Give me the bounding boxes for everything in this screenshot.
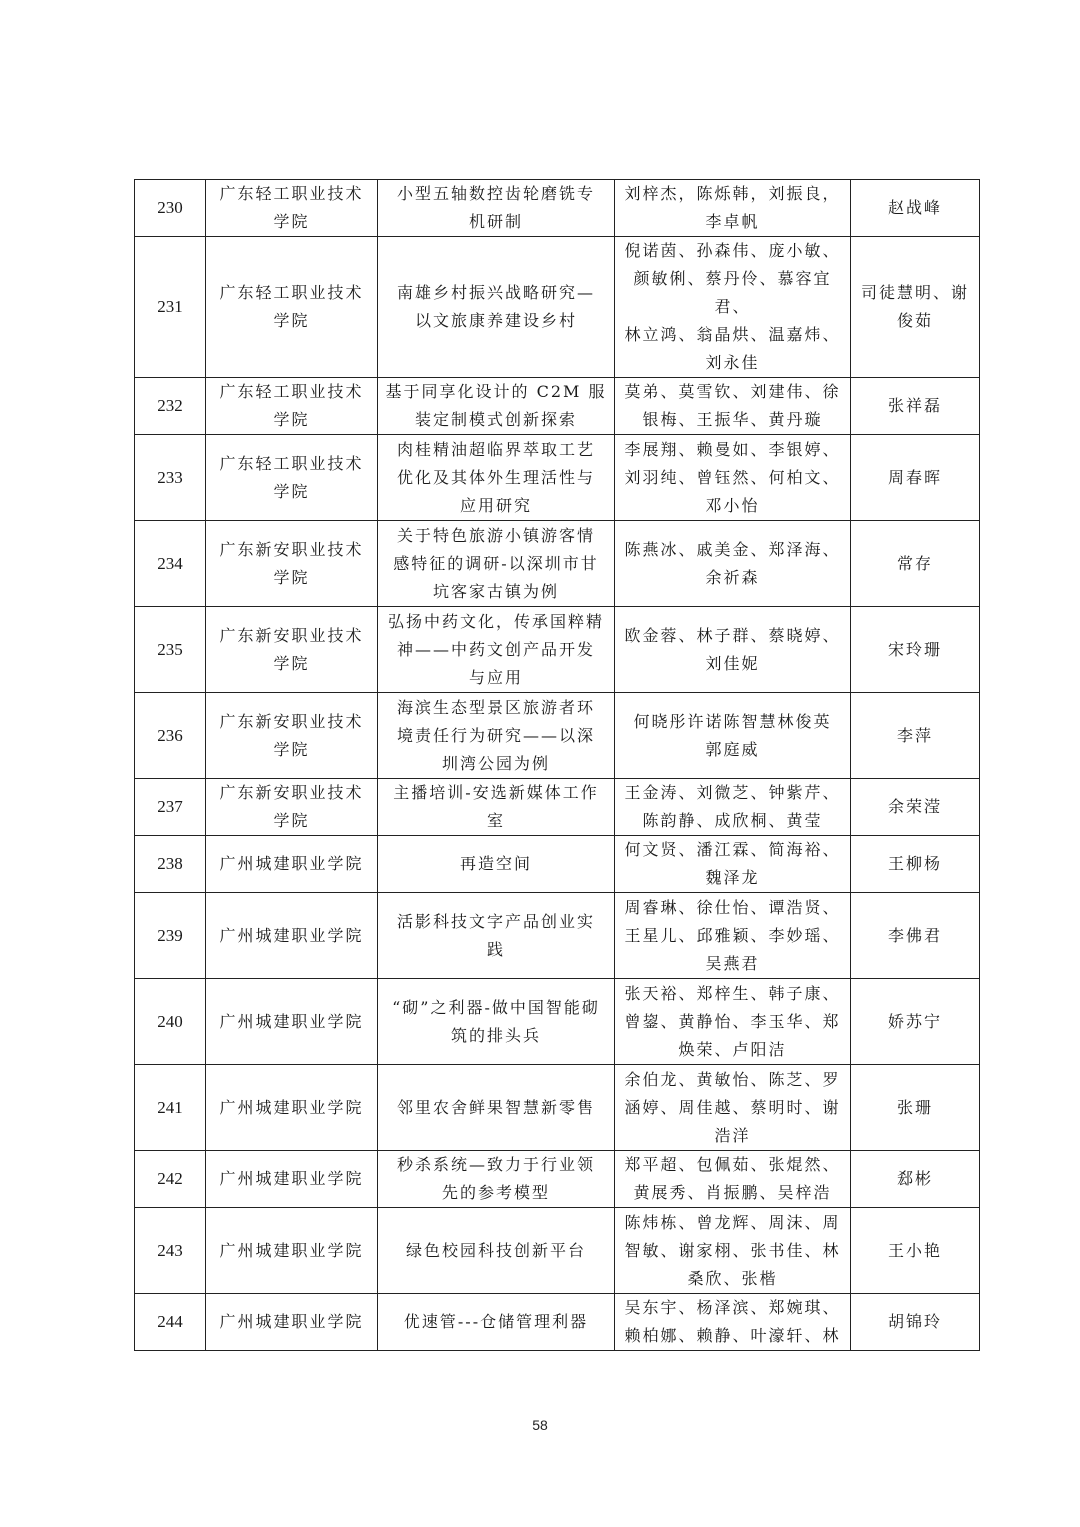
project-title-line: 筑的排头兵: [450, 1025, 541, 1045]
members-line: 黄展秀、肖振鹏、吴梓浩: [633, 1183, 832, 1202]
project-title-line: 应用研究: [459, 495, 532, 515]
school-line: 学院: [273, 481, 310, 501]
school-line: 学院: [273, 567, 310, 587]
members-cell: [615, 1294, 851, 1351]
school-cell: [206, 521, 378, 607]
school-line: 广东轻工职业技术: [219, 382, 364, 401]
school-line: 广东轻工职业技术: [219, 453, 364, 473]
row-number-cell: 235: [135, 607, 206, 693]
school-line: 学院: [273, 212, 310, 231]
school-cell: [206, 607, 378, 693]
project-title-line: 邻里农舍鲜果智慧新零售: [396, 1097, 595, 1117]
school-line: 广州城建职业学院: [219, 1240, 364, 1260]
project-title-line: 弘扬中药文化，传承国粹精: [387, 611, 604, 631]
row-number-cell: 237: [135, 779, 206, 836]
members-line: 何文贤、潘江霖、简海裕、: [624, 840, 841, 859]
project-title-cell: [378, 1151, 615, 1208]
project-title-line: 活影科技文字产品创业实: [396, 911, 595, 931]
members-line: 陈韵静、成欣桐、黄莹: [642, 811, 823, 830]
project-title-cell: [378, 1294, 615, 1351]
members-line: 周睿琳、徐仕怡、谭浩贤、: [624, 897, 841, 917]
school-line: 广东轻工职业技术: [219, 184, 364, 203]
members-line: 智敏、谢家栩、张书佳、林: [624, 1240, 841, 1260]
project-title-line: 南雄乡村振兴战略研究—: [396, 283, 595, 302]
project-title-line: 圳湾公园为例: [441, 753, 550, 773]
school-line: 学院: [273, 410, 310, 429]
table-row: [135, 693, 980, 779]
table-row: [135, 836, 980, 893]
project-table: [134, 179, 980, 1351]
row-number-cell: 239: [135, 893, 206, 979]
school-line: 广州城建职业学院: [219, 1097, 364, 1117]
advisor-cell: 余荣滢: [851, 779, 980, 836]
project-title-line: 优化及其体外生理活性与: [396, 467, 595, 487]
advisor-cell: 胡锦玲: [851, 1294, 980, 1351]
row-number-cell: 236: [135, 693, 206, 779]
school-cell: [206, 435, 378, 521]
project-title-cell: [378, 435, 615, 521]
table-body: [135, 180, 980, 1351]
row-number-cell: 232: [135, 378, 206, 435]
table-row: [135, 378, 980, 435]
members-cell: [615, 180, 851, 237]
table-row: [135, 1208, 980, 1294]
members-line: 邓小怡: [705, 495, 760, 515]
advisor-cell: 李佛君: [851, 893, 980, 979]
members-line: 倪诺茵、孙森伟、庞小敏、: [624, 241, 841, 260]
members-line: 赖柏娜、赖静、叶濠轩、林: [624, 1326, 841, 1345]
project-title-line: 基于同享化设计的 C2M 服: [385, 382, 607, 401]
members-cell: [615, 979, 851, 1065]
project-title-cell: [378, 607, 615, 693]
school-cell: [206, 1294, 378, 1351]
members-line: 桑欣、张楷: [687, 1268, 778, 1288]
school-line: 广州城建职业学院: [219, 1169, 364, 1188]
project-title-line: 机研制: [468, 212, 523, 231]
advisor-cell: 宋玲珊: [851, 607, 980, 693]
members-cell: [615, 237, 851, 378]
members-line: 颜敏俐、蔡丹伶、慕容宜君、: [633, 269, 832, 316]
members-cell: [615, 1208, 851, 1294]
project-title-line: 优速管---仓储管理利器: [403, 1312, 589, 1331]
row-number-cell: 240: [135, 979, 206, 1065]
school-cell: [206, 1208, 378, 1294]
project-title-line: 感特征的调研-以深圳市甘: [393, 553, 599, 573]
project-title-cell: [378, 979, 615, 1065]
members-cell: [615, 893, 851, 979]
members-line: 李卓帆: [705, 212, 760, 231]
table-row: [135, 979, 980, 1065]
table-row: [135, 1294, 980, 1351]
members-cell: [615, 1151, 851, 1208]
school-line: 学院: [273, 739, 310, 759]
members-line: 何晓彤许诺陈智慧林俊英: [633, 711, 832, 731]
table-row: [135, 893, 980, 979]
school-line: 学院: [273, 811, 310, 830]
project-title-cell: [378, 1065, 615, 1151]
members-cell: [615, 836, 851, 893]
row-number-cell: 233: [135, 435, 206, 521]
members-line: 吴东宇、杨泽滨、郑婉琪、: [624, 1298, 841, 1317]
advisor-cell: 郄彬: [851, 1151, 980, 1208]
members-line: 余祈森: [705, 567, 760, 587]
members-line: 王金涛、刘微芝、钟紫芹、: [624, 783, 841, 802]
members-line: 曾鋆、黄静怡、李玉华、郑: [624, 1011, 841, 1031]
table-row: [135, 237, 980, 378]
project-title-line: 小型五轴数控齿轮磨铣专: [396, 184, 595, 203]
members-line: 李展翔、赖曼如、李银婷、: [624, 439, 841, 459]
members-cell: [615, 693, 851, 779]
row-number-cell: 242: [135, 1151, 206, 1208]
advisor-cell: 王小艳: [851, 1208, 980, 1294]
school-cell: [206, 1151, 378, 1208]
school-line: 学院: [273, 653, 310, 673]
project-title-line: 海滨生态型景区旅游者环: [396, 697, 595, 717]
school-cell: [206, 1065, 378, 1151]
table-row: [135, 607, 980, 693]
members-line: 陈炜栋、曾龙辉、周沫、周: [624, 1212, 841, 1232]
members-line: 余伯龙、黄敏怡、陈芝、罗: [624, 1069, 841, 1089]
members-line: 郭庭威: [705, 739, 760, 759]
project-title-cell: [378, 893, 615, 979]
advisor-cell: 司徒慧明、谢俊茹: [851, 237, 980, 378]
school-cell: [206, 693, 378, 779]
school-line: 广州城建职业学院: [219, 925, 364, 945]
members-line: 魏泽龙: [705, 868, 760, 887]
project-title-line: 肉桂精油超临界萃取工艺: [396, 439, 595, 459]
project-title-cell: [378, 521, 615, 607]
members-line: 刘梓杰，陈烁韩，刘振良，: [624, 184, 841, 203]
members-line: 陈燕冰、戚美金、郑泽海、: [624, 539, 841, 559]
project-title-line: 境责任行为研究——以深: [396, 725, 595, 745]
members-line: 莫弟、莫雪钦、刘建伟、徐: [624, 382, 841, 401]
school-cell: [206, 779, 378, 836]
members-line: 浩洋: [714, 1125, 751, 1145]
project-title-cell: [378, 836, 615, 893]
row-number-cell: 241: [135, 1065, 206, 1151]
project-title-line: 神——中药文创产品开发: [396, 639, 595, 659]
project-title-line: 主播培训-安选新媒体工作: [393, 783, 599, 802]
members-line: 欧金蓉、林子群、蔡晓婷、: [624, 625, 841, 645]
school-line: 广州城建职业学院: [219, 1011, 364, 1031]
project-title-line: 再造空间: [459, 854, 532, 873]
members-line: 焕荣、卢阳洁: [678, 1039, 787, 1059]
members-line: 刘佳妮: [705, 653, 760, 673]
row-number-cell: 231: [135, 237, 206, 378]
table-row: [135, 1065, 980, 1151]
advisor-cell: 李萍: [851, 693, 980, 779]
school-line: 广州城建职业学院: [219, 1312, 364, 1331]
row-number-cell: 230: [135, 180, 206, 237]
school-cell: [206, 979, 378, 1065]
members-cell: [615, 607, 851, 693]
school-line: 广东新安职业技术: [219, 783, 364, 802]
school-line: 广东新安职业技术: [219, 625, 364, 645]
members-line: 王星儿、邱雅颖、李妙瑶、: [624, 925, 841, 945]
school-line: 广东新安职业技术: [219, 711, 364, 731]
project-title-line: 关于特色旅游小镇游客情: [396, 525, 595, 545]
members-cell: [615, 1065, 851, 1151]
project-title-line: 与应用: [468, 667, 523, 687]
project-title-line: 先的参考模型: [441, 1183, 550, 1202]
members-line: 林立鸿、翁晶烘、温嘉炜、: [624, 325, 841, 344]
members-line: 吴燕君: [705, 953, 760, 973]
project-title-line: 秒杀系统—致力于行业领: [396, 1155, 595, 1174]
members-cell: [615, 779, 851, 836]
project-title-line: 绿色校园科技创新平台: [405, 1240, 586, 1260]
members-line: 刘羽纯、曾钰然、何柏文、: [624, 467, 841, 487]
school-line: 广东新安职业技术: [219, 539, 364, 559]
table-row: [135, 1151, 980, 1208]
advisor-cell: 张祥磊: [851, 378, 980, 435]
school-cell: [206, 893, 378, 979]
school-cell: [206, 237, 378, 378]
advisor-cell: 王柳杨: [851, 836, 980, 893]
school-cell: [206, 836, 378, 893]
project-title-line: 以文旅康养建设乡村: [414, 311, 577, 330]
row-number-cell: 238: [135, 836, 206, 893]
table-row: [135, 180, 980, 237]
row-number-cell: 243: [135, 1208, 206, 1294]
project-title-cell: [378, 180, 615, 237]
project-title-cell: [378, 378, 615, 435]
school-cell: [206, 180, 378, 237]
school-line: 学院: [273, 311, 310, 330]
members-line: 刘永佳: [705, 353, 760, 372]
row-number-cell: 234: [135, 521, 206, 607]
members-line: 张天裕、郑梓生、韩子康、: [624, 983, 841, 1003]
school-cell: [206, 378, 378, 435]
school-line: 广州城建职业学院: [219, 854, 364, 873]
project-title-line: 装定制模式创新探索: [414, 410, 577, 429]
page-number: 58: [532, 1417, 548, 1433]
members-line: 银梅、王振华、黄丹璇: [642, 410, 823, 429]
advisor-cell: 赵战峰: [851, 180, 980, 237]
advisor-cell: 常存: [851, 521, 980, 607]
advisor-cell: 张珊: [851, 1065, 980, 1151]
members-cell: [615, 435, 851, 521]
project-title-line: 室: [486, 811, 505, 830]
project-title-cell: [378, 1208, 615, 1294]
members-line: 郑平超、包佩茹、张焜然、: [624, 1155, 841, 1174]
row-number-cell: 244: [135, 1294, 206, 1351]
members-cell: [615, 521, 851, 607]
members-cell: [615, 378, 851, 435]
table-row: [135, 521, 980, 607]
table-row: [135, 779, 980, 836]
project-title-line: “砌”之利器-做中国智能砌: [392, 997, 600, 1017]
school-line: 广东轻工职业技术: [219, 283, 364, 302]
table-row: [135, 435, 980, 521]
project-title-line: 坑客家古镇为例: [432, 581, 559, 601]
advisor-cell: 周春晖: [851, 435, 980, 521]
project-title-cell: [378, 693, 615, 779]
project-title-cell: [378, 237, 615, 378]
project-title-cell: [378, 779, 615, 836]
advisor-cell: 娇苏宁: [851, 979, 980, 1065]
members-line: 涵婷、周佳越、蔡明时、谢: [624, 1097, 841, 1117]
project-title-line: 践: [486, 939, 505, 959]
